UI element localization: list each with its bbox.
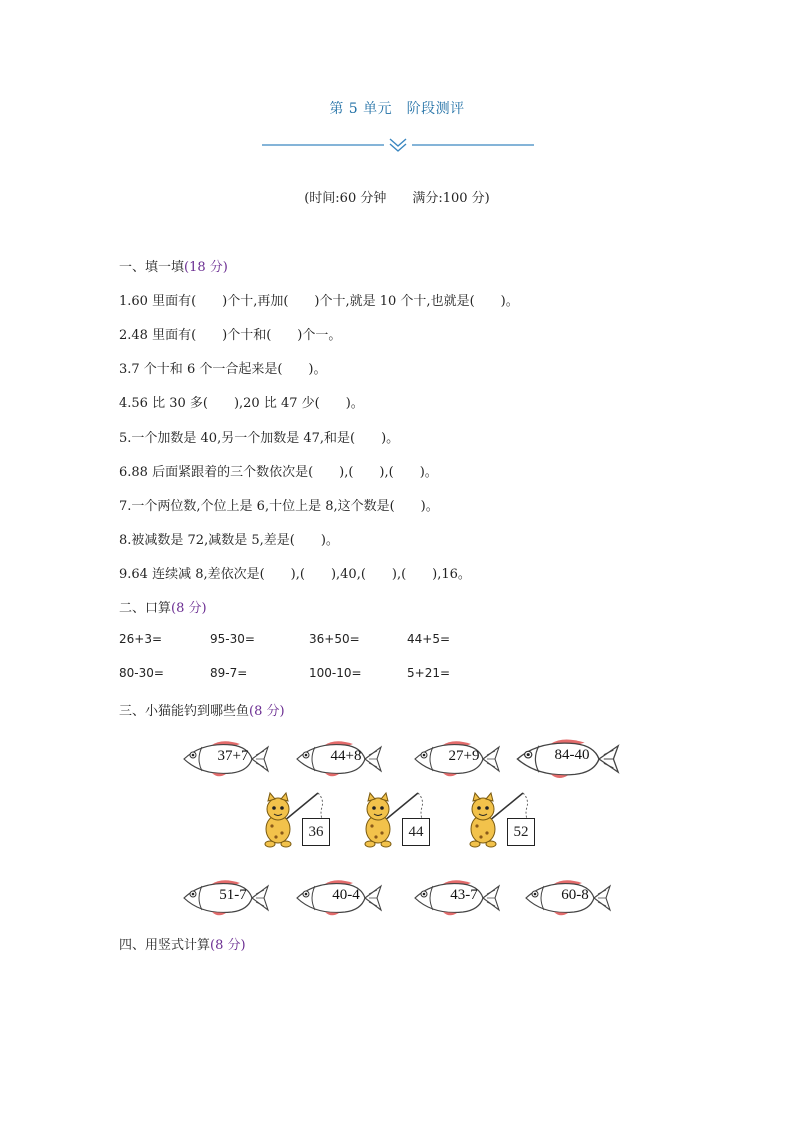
fish-expression: 44+8: [330, 748, 362, 764]
oral-calc-item: 5+21=: [407, 666, 451, 680]
fish-expression: 43-7: [450, 887, 478, 903]
exam-info: [0, 187, 794, 206]
fish: [295, 878, 385, 918]
fish-expression: 37+7: [217, 748, 249, 764]
fish: [295, 739, 385, 779]
fish: [515, 737, 623, 781]
title-divider: [262, 136, 534, 154]
fish: [182, 878, 272, 918]
cat-fishing: [360, 791, 438, 851]
cat-fishing: [260, 791, 338, 851]
cat-number: 52: [507, 818, 535, 846]
fish-expression: 51-7: [219, 887, 247, 903]
section-heading-2: [119, 597, 207, 616]
cat-number: 36: [302, 818, 330, 846]
fish: [524, 878, 614, 918]
oral-calc-item: 95-30=: [210, 632, 255, 646]
fill-question: 7.一个两位数,个位上是 6,十位上是 8,这个数是( )。: [119, 499, 439, 514]
full-score: 满分:100 分): [412, 191, 490, 206]
fill-question: 8.被减数是 72,减数是 5,差是( )。: [119, 533, 339, 548]
fish-expression: 60-8: [561, 887, 589, 903]
oral-calc-item: 89-7=: [210, 666, 248, 680]
fill-question: 5.一个加数是 40,另一个加数是 47,和是( )。: [119, 431, 400, 446]
section-label: 一、填一填: [119, 260, 185, 275]
fish: [413, 739, 503, 779]
fill-question: 1.60 里面有( )个十,再加( )个十,就是 10 个十,也就是( )。: [119, 294, 519, 309]
oral-calc-item: 80-30=: [119, 666, 164, 680]
section-points: (8 分): [249, 704, 285, 719]
fish-expression: 27+9: [448, 748, 480, 764]
section-label: 四、用竖式计算: [119, 938, 211, 953]
cat-number: 44: [402, 818, 430, 846]
section-label: 三、小猫能钓到哪些鱼: [119, 704, 250, 719]
fill-question: 9.64 连续减 8,差依次是( ),( ),40,( ),( ),16。: [119, 567, 471, 582]
section-heading-1: [119, 256, 228, 275]
section-heading-3: [119, 700, 285, 719]
section-points: (8 分): [171, 601, 207, 616]
fill-question: 4.56 比 30 多( ),20 比 47 少( )。: [119, 396, 364, 411]
fill-question: 2.48 里面有( )个十和( )个一。: [119, 328, 342, 343]
oral-calc-item: 44+5=: [407, 632, 451, 646]
cat-fishing: [465, 791, 543, 851]
fish-expression: 84-40: [554, 747, 590, 763]
fill-question: 6.88 后面紧跟着的三个数依次是( ),( ),( )。: [119, 465, 438, 480]
oral-calc-item: 100-10=: [309, 666, 362, 680]
fish: [413, 878, 503, 918]
fill-question: 3.7 个十和 6 个一合起来是( )。: [119, 362, 327, 377]
section-heading-4: [119, 934, 246, 953]
fish-expression: 40-4: [332, 887, 360, 903]
time-limit: (时间:60 分钟: [304, 191, 387, 206]
page-title: 第 5 单元 阶段测评: [329, 101, 465, 117]
section-points: (8 分): [210, 938, 246, 953]
fish: [182, 739, 272, 779]
section-label: 二、口算: [119, 601, 172, 616]
oral-calc-item: 26+3=: [119, 632, 163, 646]
oral-calc-item: 36+50=: [309, 632, 360, 646]
section-points: (18 分): [184, 260, 228, 275]
